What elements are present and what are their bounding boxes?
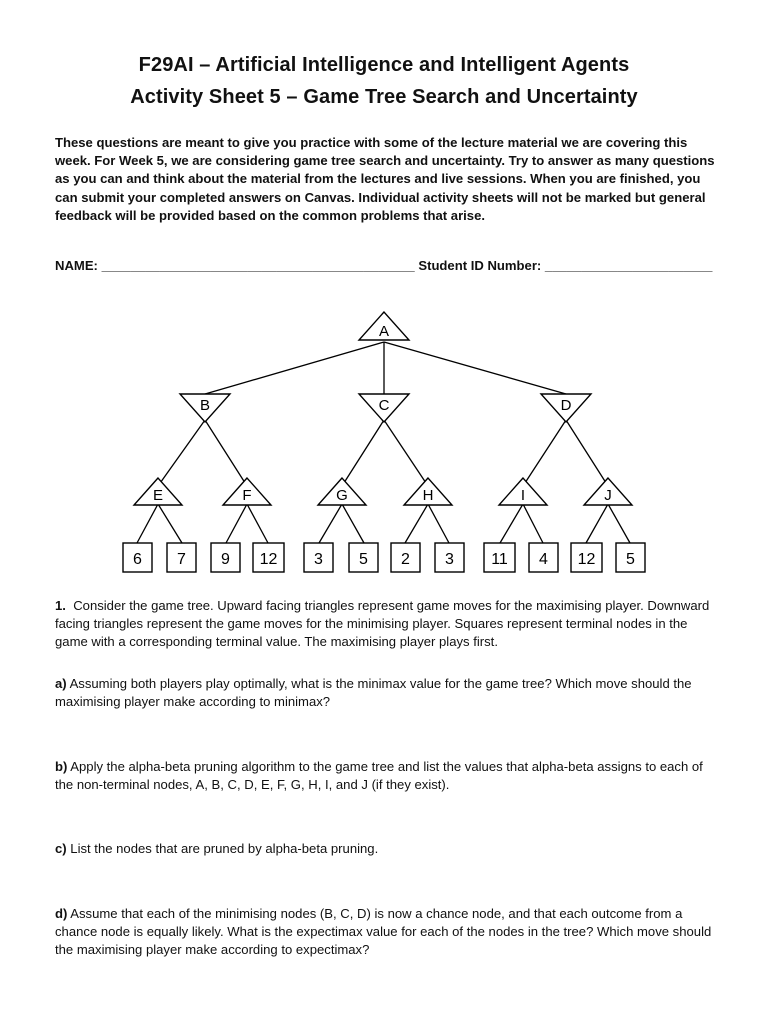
max-node-triangle xyxy=(134,478,182,505)
svg-text:5: 5 xyxy=(626,551,635,568)
node-label: C xyxy=(378,397,390,414)
svg-text:9: 9 xyxy=(221,551,230,568)
terminal-node xyxy=(123,543,152,572)
svg-text:7: 7 xyxy=(177,551,186,568)
svg-text:11: 11 xyxy=(491,551,508,568)
svg-text:4: 4 xyxy=(539,551,548,568)
name-label: NAME: xyxy=(55,258,98,273)
question-1 xyxy=(55,597,715,652)
student-details-row xyxy=(55,258,715,273)
student-id-label: Student ID Number: xyxy=(418,258,542,273)
student-id-blank: _______________________ xyxy=(544,258,713,273)
min-node-triangle xyxy=(541,394,591,422)
name-blank: ___________________________________________ xyxy=(101,258,415,273)
question-b xyxy=(55,758,715,794)
terminal-node xyxy=(616,543,645,572)
node-label: E xyxy=(152,487,164,504)
question-text: Apply the alpha-beta pruning algorithm to the game tree and list the values that alpha-beta assigns to each of the non-terminal nodes, A, B, C, D, E, F, G, H, I, and J (if they exist). xyxy=(55,759,703,793)
terminal-node xyxy=(571,543,602,572)
terminal-node xyxy=(349,543,378,572)
node-label: H xyxy=(422,487,434,504)
svg-text:5: 5 xyxy=(359,551,368,568)
question-text: Assume that each of the minimising nodes (B, C, D) is now a chance node, and that each outcome from a chance node is equally likely. What is the expectimax value for each of the nodes in the tree? Which move should the maximising player make according to expectimax? xyxy=(55,906,712,958)
question-label: c) xyxy=(55,841,67,856)
terminal-node xyxy=(167,543,196,572)
question-label: a) xyxy=(55,676,67,691)
node-label: J xyxy=(604,487,612,504)
min-node-triangle xyxy=(359,394,409,422)
game-tree-diagram xyxy=(110,300,660,585)
node-label: G xyxy=(336,487,348,504)
intro-paragraph: These questions are meant to give you practice with some of the lecture material we are covering this week. For Week 5, we are considering game tree search and uncertainty. Try to answer as many questions as you can and think about the material from the lectures and live sessions. When you are finished, you can submit your completed answers on Canvas. Individual activity sheets will not be marked but general feedback will be provided based on the common problems that arise. xyxy=(55,135,715,223)
question-label: b) xyxy=(55,759,68,774)
terminal-node xyxy=(484,543,515,572)
terminal-node xyxy=(253,543,284,572)
question-c xyxy=(55,840,715,858)
svg-text:6: 6 xyxy=(133,551,142,568)
max-node-triangle xyxy=(584,478,632,505)
node-label: I xyxy=(520,487,526,504)
document-title: F29AI – Artificial Intelligence and Intelligent Agents xyxy=(138,54,630,76)
terminal-node xyxy=(304,543,333,572)
svg-text:12: 12 xyxy=(259,551,278,568)
svg-text:12: 12 xyxy=(577,551,596,568)
node-label: B xyxy=(199,397,211,414)
max-node-triangle xyxy=(404,478,452,505)
svg-text:2: 2 xyxy=(401,551,410,568)
question-label: d) xyxy=(55,906,68,921)
node-label: D xyxy=(560,397,572,414)
question-text: Assuming both players play optimally, what is the minimax value for the game tree? Which move should the maximising player make according to minimax? xyxy=(55,676,692,710)
terminal-node xyxy=(211,543,240,572)
question-text: Consider the game tree. Upward facing triangles represent game moves for the maximising player. Downward facing triangles represent the game moves for the minimising player. Squares represent terminal nodes in the game with a corresponding terminal value. The maximising player plays first. xyxy=(55,598,710,650)
max-node-triangle xyxy=(359,312,409,340)
question-a xyxy=(55,675,715,711)
question-number: 1. xyxy=(55,598,66,613)
min-node-triangle xyxy=(180,394,230,422)
question-text: List the nodes that are pruned by alpha-beta pruning. xyxy=(70,841,379,856)
max-node-triangle xyxy=(223,478,271,505)
terminal-node xyxy=(529,543,558,572)
max-node-triangle xyxy=(318,478,366,505)
svg-text:3: 3 xyxy=(445,551,454,568)
max-node-triangle xyxy=(499,478,547,505)
node-label: A xyxy=(378,323,390,340)
terminal-node xyxy=(435,543,464,572)
document-subtitle: Activity Sheet 5 – Game Tree Search and Uncertainty xyxy=(130,86,638,108)
svg-text:3: 3 xyxy=(314,551,323,568)
node-label: F xyxy=(242,487,252,504)
question-d xyxy=(55,905,715,960)
terminal-node xyxy=(391,543,420,572)
